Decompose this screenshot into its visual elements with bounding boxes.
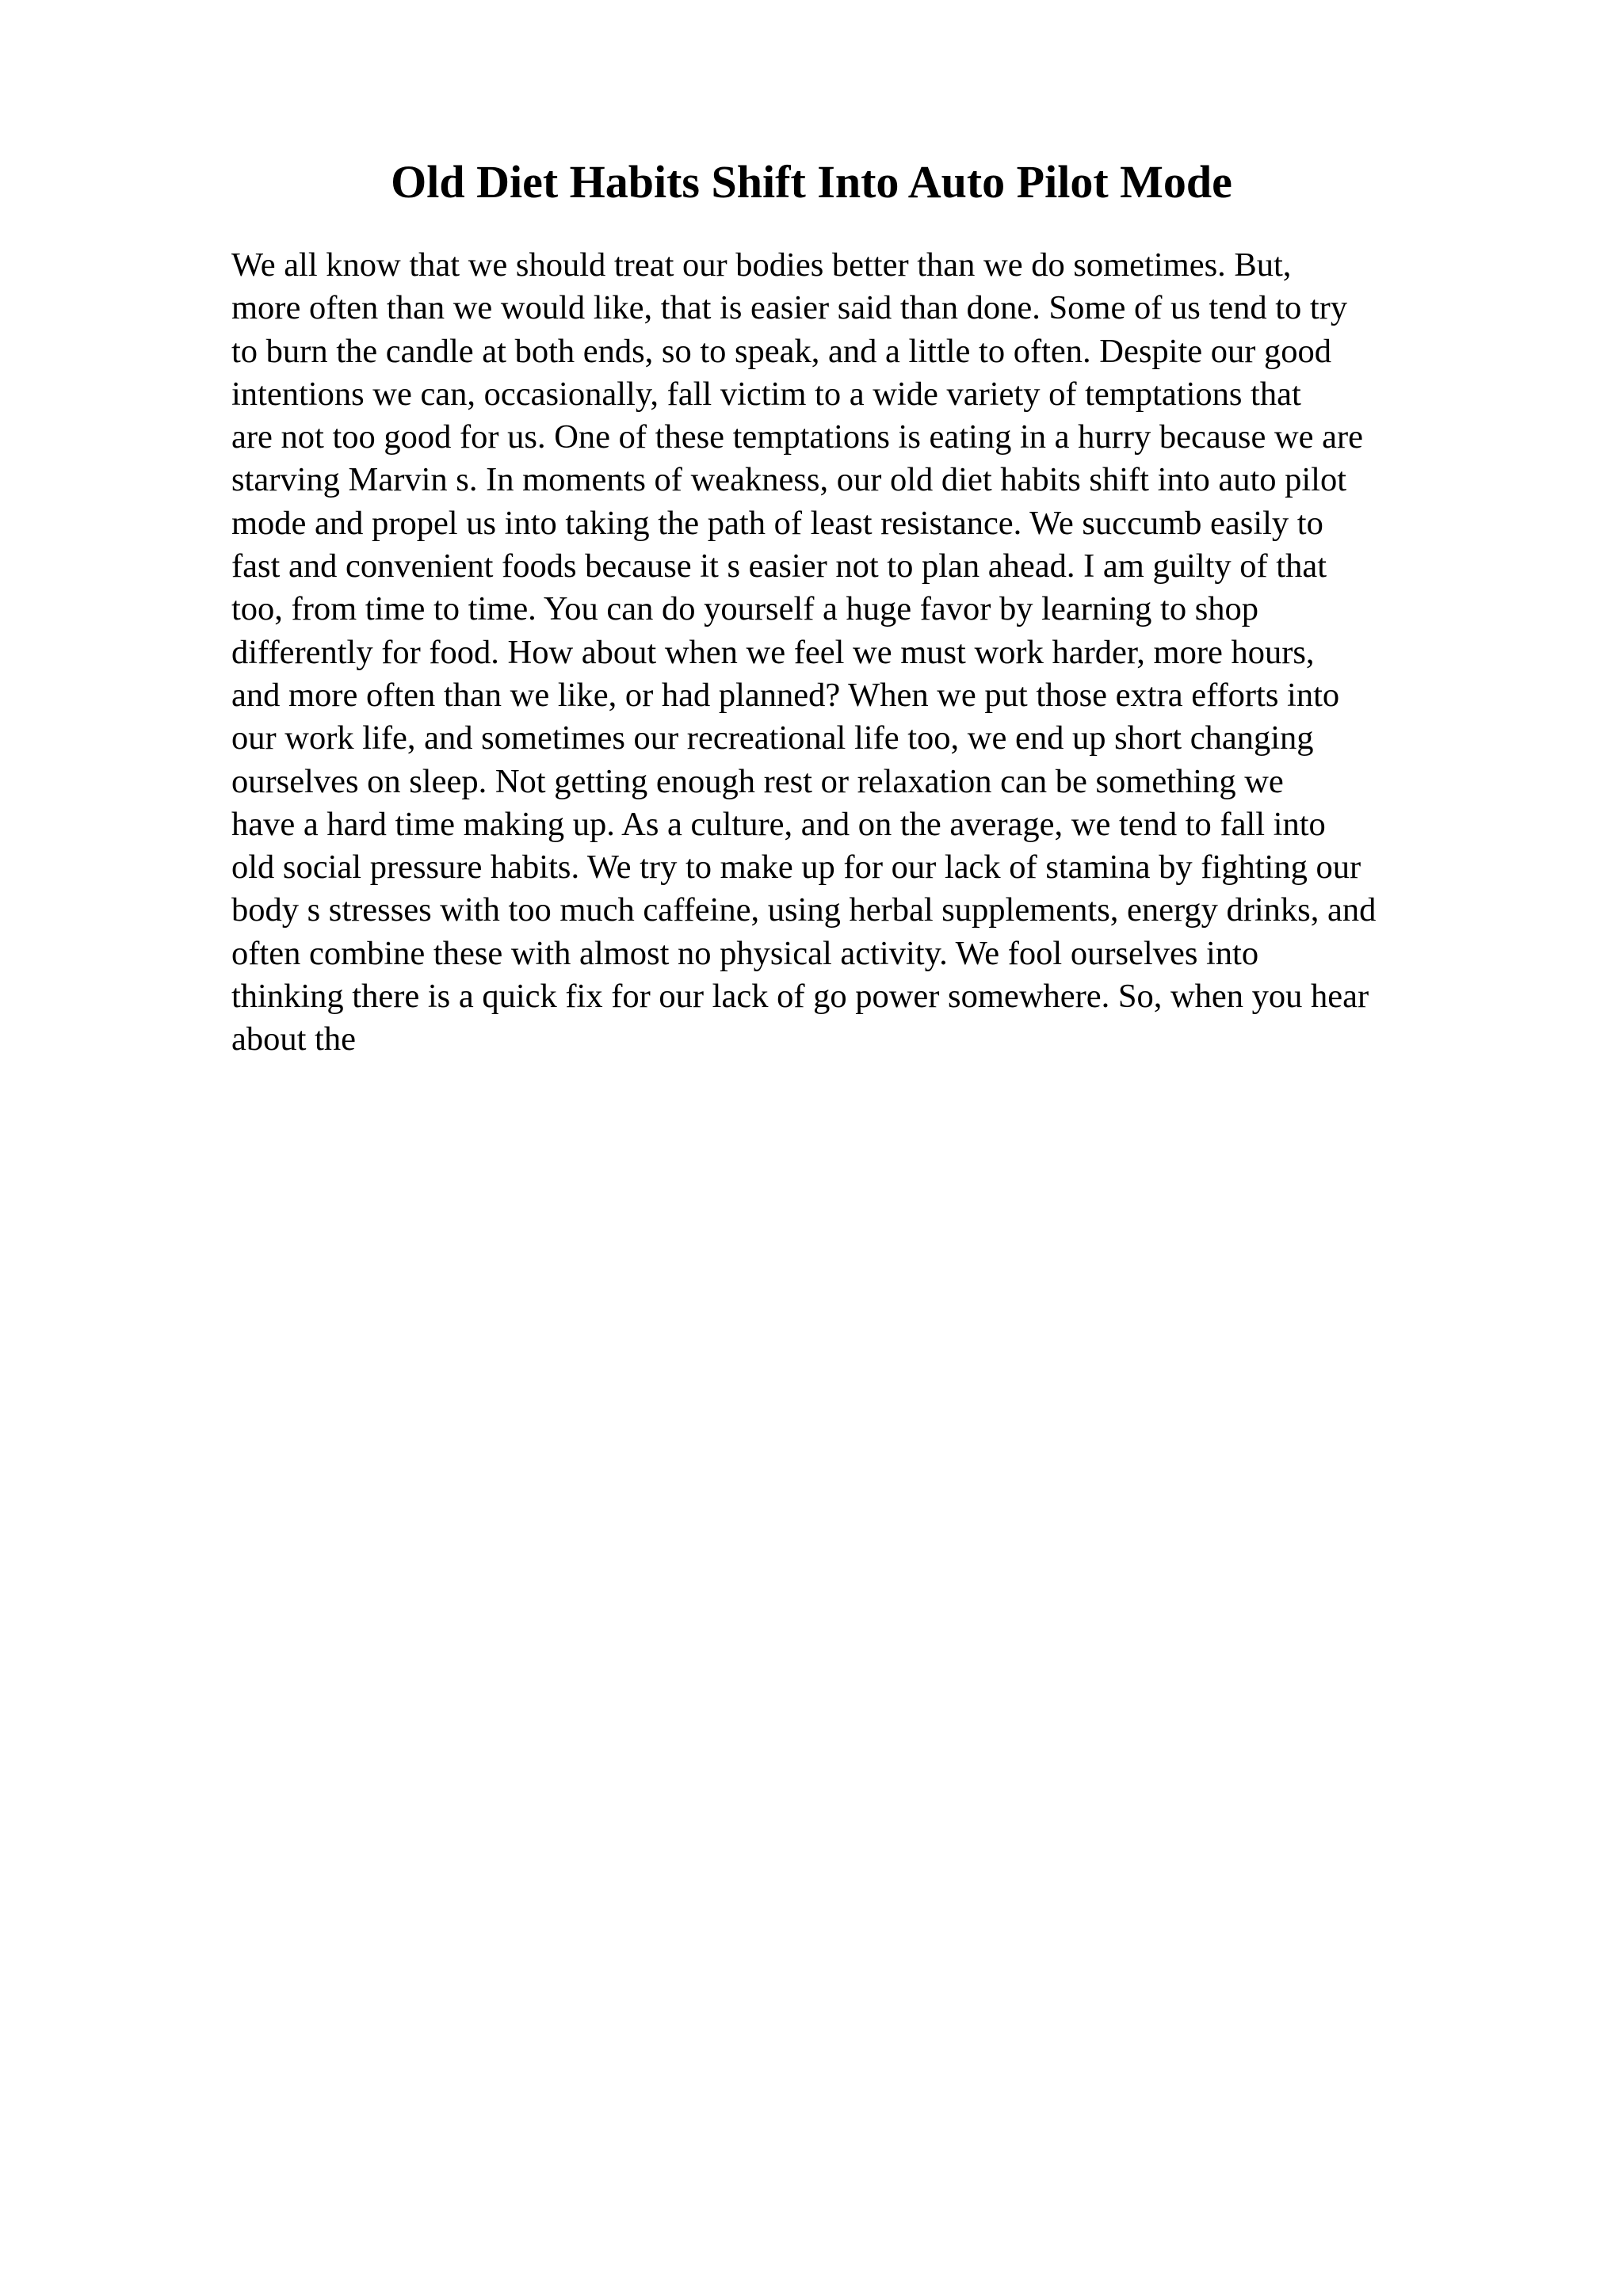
body-line: thinking there is a quick fix for our lack of go power somewhere. So, when you hear: [231, 978, 1369, 1016]
body-line: body s stresses with too much caffeine, using herbal supplements, energy drinks, and: [231, 891, 1377, 929]
body-line: often combine these with almost no physical activity. We fool ourselves into: [231, 934, 1259, 972]
body-line: intentions we can, occasionally, fall victim to a wide variety of temptations that: [231, 375, 1301, 413]
body-line: our work life, and sometimes our recreational life too, we end up short changing: [231, 719, 1314, 757]
body-line: more often than we would like, that is easier said than done. Some of us tend to try: [231, 289, 1348, 327]
body-line: starving Marvin s. In moments of weakness, our old diet habits shift into auto pilot: [231, 461, 1347, 499]
body-line: about the: [231, 1020, 356, 1058]
body-line: fast and convenient foods because it s easier not to plan ahead. I am guilty of that: [231, 547, 1327, 585]
body-line: and more often than we like, or had planned? When we put those extra efforts into: [231, 676, 1340, 714]
body-line: mode and propel us into taking the path of least resistance. We succumb easily to: [231, 504, 1323, 542]
body-line: We all know that we should treat our bodies better than we do sometimes. But,: [231, 246, 1292, 284]
body-line: to burn the candle at both ends, so to speak, and a little to often. Despite our good: [231, 332, 1332, 370]
body-paragraph: [231, 244, 1515, 1062]
body-line: are not too good for us. One of these temptations is eating in a hurry because we are: [231, 418, 1364, 456]
body-line: old social pressure habits. We try to make up for our lack of stamina by fighting our: [231, 849, 1361, 887]
document-title: Old Diet Habits Shift Into Auto Pilot Mode: [391, 156, 1232, 208]
body-line: have a hard time making up. As a culture, and on the average, we tend to fall into: [231, 805, 1326, 843]
body-line: too, from time to time. You can do yourself a huge favor by learning to shop: [231, 590, 1259, 628]
body-line: ourselves on sleep. Not getting enough rest or relaxation can be something we: [231, 762, 1284, 800]
body-line: differently for food. How about when we feel we must work harder, more hours,: [231, 633, 1315, 671]
